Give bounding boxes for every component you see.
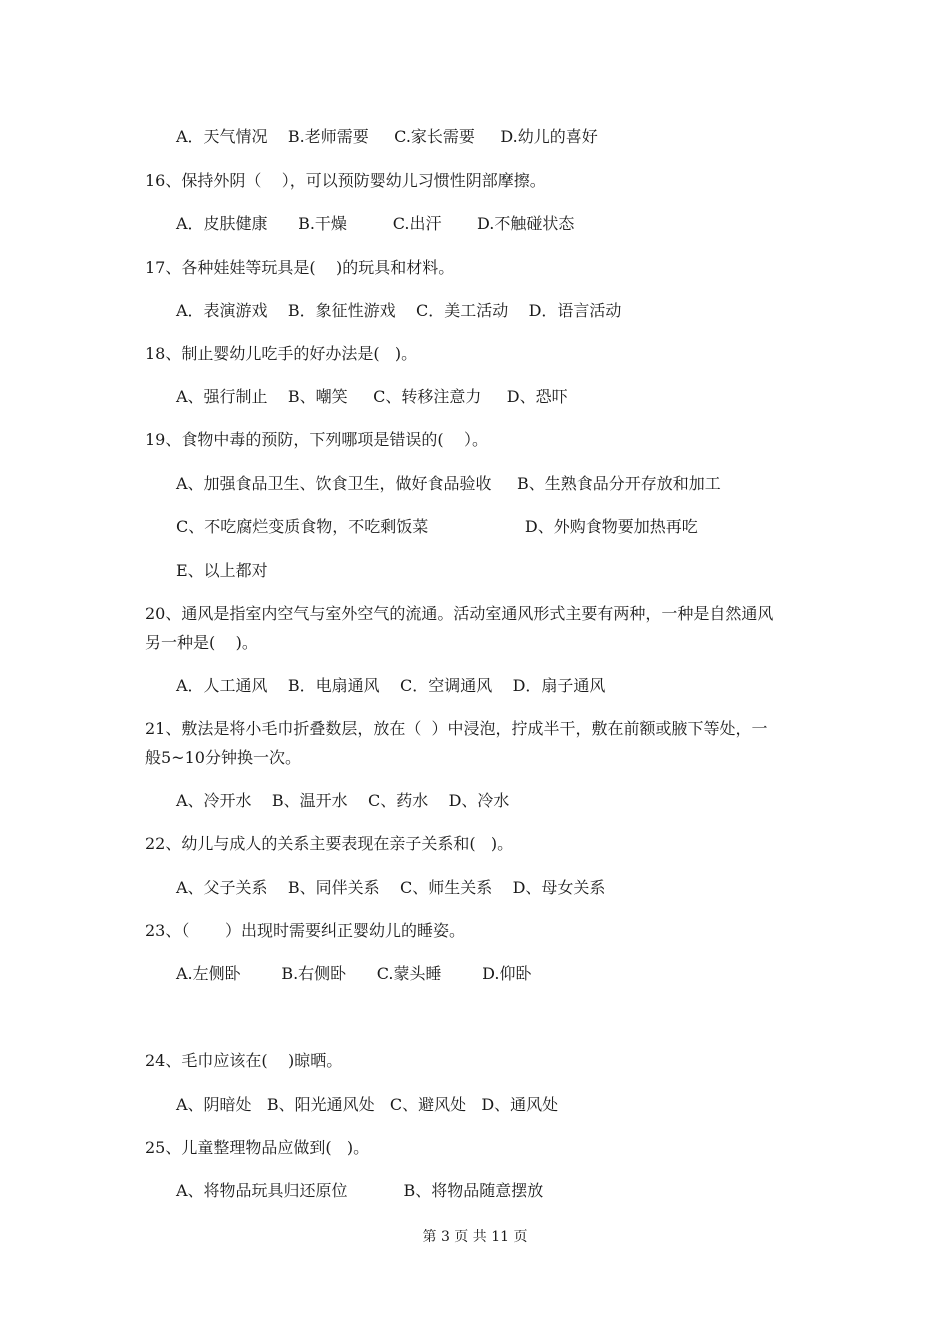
q16-question: 16、保持外阴（ ），可以预防婴幼儿习惯性阴部摩擦。: [145, 171, 546, 190]
q19-options-line3: E、以上都对: [176, 561, 268, 580]
q21-options: A、冷开水 B、温开水 C、药水 D、冷水: [176, 791, 510, 810]
q20-question-line2: 另一种是( )。: [145, 633, 258, 652]
q23-options: A.左侧卧 B.右侧卧 C.蒙头睡 D.仰卧: [176, 964, 532, 983]
q21-question-line1: 21、敷法是将小毛巾折叠数层，放在（ ）中浸泡，拧成半干，敷在前额或腋下等处，一: [145, 719, 768, 738]
q23-question: 23、（ ）出现时需要纠正婴幼儿的睡姿。: [145, 921, 465, 940]
q20-question-line1: 20、通风是指室内空气与室外空气的流通。活动室通风形式主要有两种，一种是自然通风: [145, 604, 774, 623]
q25-question: 25、儿童整理物品应做到( )。: [145, 1138, 370, 1157]
q22-options: A、父子关系 B、同伴关系 C、师生关系 D、母女关系: [176, 878, 606, 897]
q15-options: A．天气情况 B.老师需要 C.家长需要 D.幼儿的喜好: [176, 127, 598, 146]
q20-options: A．人工通风 B．电扇通风 C．空调通风 D．扇子通风: [176, 676, 606, 695]
q18-question: 18、制止婴幼儿吃手的好办法是( )。: [145, 344, 418, 363]
q19-question: 19、食物中毒的预防，下列哪项是错误的( ）。: [145, 430, 488, 449]
q17-options: A．表演游戏 B．象征性游戏 C．美工活动 D．语言活动: [176, 301, 622, 320]
q19-options-line2: C、不吃腐烂变质食物，不吃剩饭菜 D、外购食物要加热再吃: [176, 517, 698, 536]
q25-options: A、将物品玩具归还原位 B、将物品随意摆放: [176, 1181, 544, 1200]
q19-options-line1: A、加强食品卫生、饮食卫生，做好食品验收 B、生熟食品分开存放和加工: [176, 474, 721, 493]
page-footer: 第 3 页 共 11 页: [422, 1229, 528, 1245]
q24-question: 24、毛巾应该在( )晾晒。: [145, 1051, 343, 1070]
q24-options: A、阴暗处 B、阳光通风处 C、避风处 D、通风处: [176, 1095, 559, 1114]
q21-question-line2: 般5~10分钟换一次。: [145, 748, 301, 767]
q16-options: A．皮肤健康 B.干燥 C.出汗 D.不触碰状态: [176, 214, 575, 233]
q18-options: A、强行制止 B、嘲笑 C、转移注意力 D、恐吓: [176, 387, 568, 406]
q22-question: 22、幼儿与成人的关系主要表现在亲子关系和( )。: [145, 834, 514, 853]
q17-question: 17、各种娃娃等玩具是( )的玩具和材料。: [145, 258, 455, 277]
